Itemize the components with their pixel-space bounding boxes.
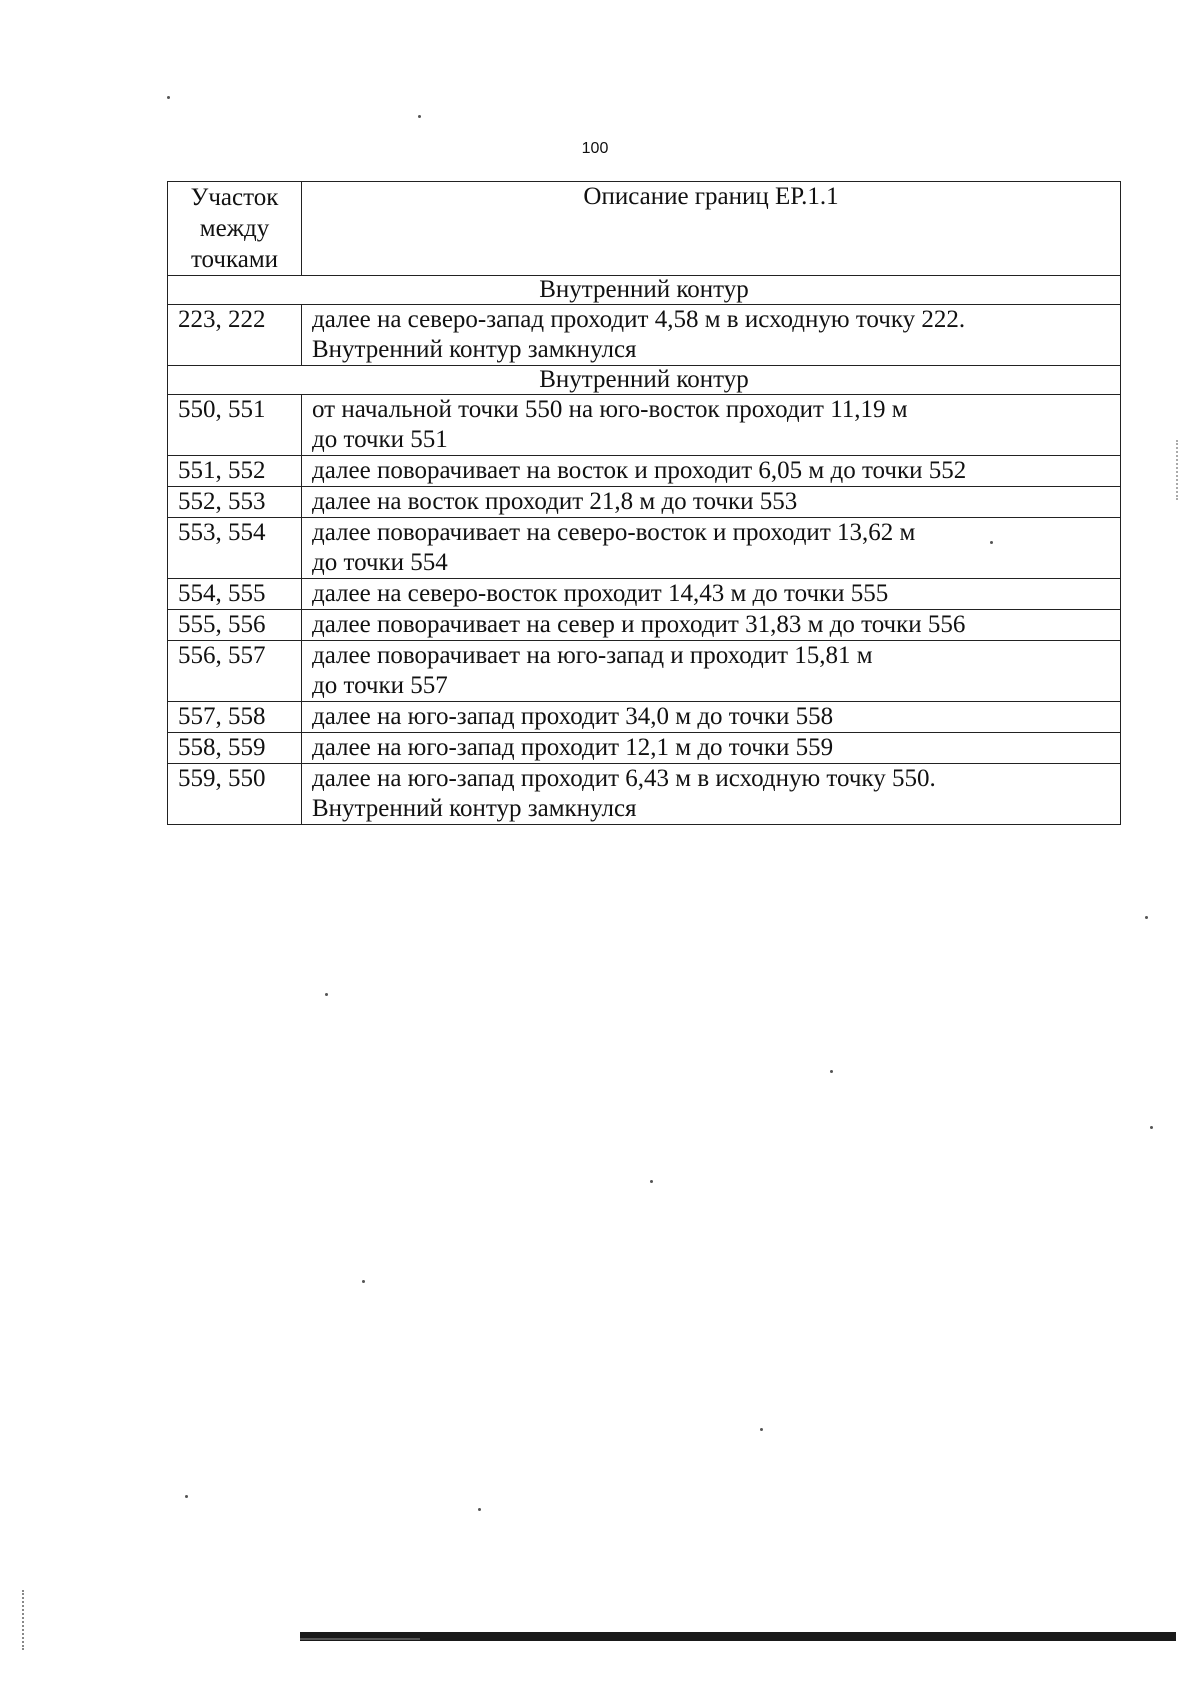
description-column-header: Описание границ ЕР.1.1 <box>302 182 1121 276</box>
scan-speck <box>185 1495 188 1498</box>
table-row <box>168 305 1121 366</box>
table-row <box>168 764 1121 825</box>
description-line: далее поворачивает на юго-запад и проходит 15,81 м <box>312 642 873 669</box>
scan-speck <box>1150 1126 1153 1129</box>
description-cell <box>302 702 1121 733</box>
description-line: далее поворачивает на север и проходит 31,83 м до точки 556 <box>312 611 966 638</box>
description-line: до точки 554 <box>312 549 448 576</box>
scan-margin-mark <box>1176 440 1180 500</box>
segment-cell: 559, 550 <box>168 764 302 825</box>
description-line: Внутренний контур замкнулся <box>312 795 637 822</box>
bottom-rule-thin <box>300 1638 420 1640</box>
section-row <box>168 366 1121 395</box>
table-row <box>168 733 1121 764</box>
table-row <box>168 487 1121 518</box>
description-line: Внутренний контур замкнулся <box>312 336 637 363</box>
description-cell <box>302 456 1121 487</box>
description-cell <box>302 305 1121 366</box>
scan-speck <box>362 1280 365 1283</box>
description-cell <box>302 487 1121 518</box>
segment-cell: 553, 554 <box>168 518 302 579</box>
scan-speck <box>760 1428 763 1431</box>
description-cell <box>302 733 1121 764</box>
scan-speck <box>478 1508 481 1511</box>
segment-header-line: точками <box>190 246 279 273</box>
table-row <box>168 579 1121 610</box>
table-row <box>168 456 1121 487</box>
table-row <box>168 395 1121 456</box>
description-cell <box>302 579 1121 610</box>
segment-cell: 554, 555 <box>168 579 302 610</box>
segment-cell: 550, 551 <box>168 395 302 456</box>
scan-speck <box>418 115 421 118</box>
table-row <box>168 610 1121 641</box>
segment-header-line: Участок <box>190 184 279 211</box>
description-line: от начальной точки 550 на юго-восток проходит 11,19 м <box>312 396 908 423</box>
description-cell <box>302 518 1121 579</box>
scan-edge-mark <box>22 1590 26 1650</box>
description-line: далее на юго-запад проходит 12,1 м до точки 559 <box>312 734 834 761</box>
boundary-description-table <box>167 181 1121 825</box>
segment-cell: 223, 222 <box>168 305 302 366</box>
description-line: далее на юго-запад проходит 34,0 м до точки 558 <box>312 703 834 730</box>
segment-header-line: между <box>199 215 270 242</box>
description-line: далее на юго-запад проходит 6,43 м в исходную точку 550. <box>312 765 936 792</box>
description-cell <box>302 764 1121 825</box>
segment-cell: 555, 556 <box>168 610 302 641</box>
description-cell <box>302 610 1121 641</box>
table-header-row <box>168 182 1121 276</box>
description-line: до точки 551 <box>312 426 448 453</box>
table-row <box>168 518 1121 579</box>
scan-speck <box>325 993 328 996</box>
scan-speck <box>1145 916 1148 919</box>
description-line: далее поворачивает на восток и проходит 6,05 м до точки 552 <box>312 457 967 484</box>
segment-column-header <box>168 182 302 276</box>
description-line: далее на северо-восток проходит 14,43 м до точки 555 <box>312 580 889 607</box>
section-title: Внутренний контур <box>168 366 1121 395</box>
scan-speck <box>650 1180 653 1183</box>
description-line: далее на северо-запад проходит 4,58 м в исходную точку 222. <box>312 306 966 333</box>
scan-speck <box>830 1070 833 1073</box>
table-row <box>168 641 1121 702</box>
bottom-rule <box>300 1632 1176 1641</box>
page-number: 100 <box>581 140 609 157</box>
segment-cell: 558, 559 <box>168 733 302 764</box>
description-line: до точки 557 <box>312 672 448 699</box>
description-line: далее поворачивает на северо-восток и проходит 13,62 м <box>312 519 916 546</box>
segment-cell: 557, 558 <box>168 702 302 733</box>
section-row <box>168 276 1121 305</box>
segment-cell: 551, 552 <box>168 456 302 487</box>
segment-cell: 552, 553 <box>168 487 302 518</box>
description-cell <box>302 641 1121 702</box>
section-title: Внутренний контур <box>168 276 1121 305</box>
description-cell <box>302 395 1121 456</box>
table-row <box>168 702 1121 733</box>
scan-speck <box>167 96 170 99</box>
segment-cell: 556, 557 <box>168 641 302 702</box>
scan-speck <box>990 541 993 544</box>
description-line: далее на восток проходит 21,8 м до точки 553 <box>312 488 798 515</box>
